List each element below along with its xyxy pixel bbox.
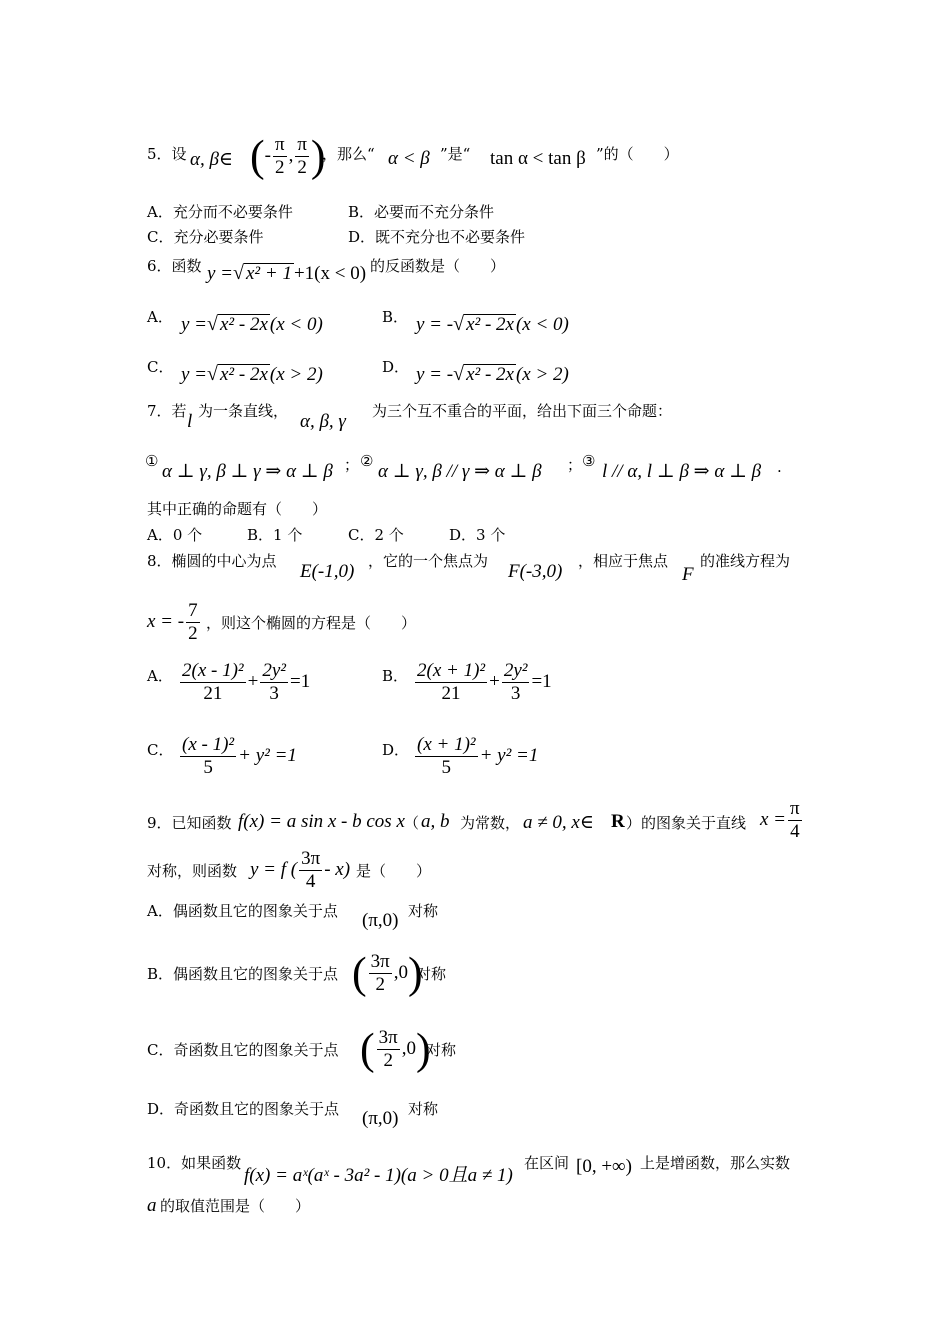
q7-claim-2: α ⊥ γ, β // γ ⇒ α ⊥ β [378,461,542,482]
q8-focus: F(-3,0) [508,561,563,582]
q5-condition-1: α < β [388,148,430,169]
q6-function: y =√ x² + 1 +1(x < 0) [207,262,367,284]
q7-option-c: C．2 个 [348,526,404,544]
q8-F: F [682,564,694,585]
q5-number: 5．设 [147,145,187,163]
q9-text-2: 为常数， [460,814,521,832]
q9-text-4: 对称，则函数 [147,862,238,880]
q6-option-c: y =√ x² - 2x (x > 2) [181,363,323,385]
q10-number: 10．如果函数 [147,1154,242,1172]
q7-end: . [777,458,782,476]
q9-option-a-tail: 对称 [408,902,439,920]
q7-claim-1: α ⊥ γ, β ⊥ γ ⇒ α ⊥ β [162,461,333,482]
q8-option-d-label: D． [382,741,410,759]
q5-interval: (- $\frac{\pi}{2}$ , $\frac{\pi}{2}$ ) [250,131,326,181]
q9-option-d-point: (π,0) [362,1108,399,1129]
q6-option-a: y =√ x² - 2x (x < 0) [181,313,323,335]
q8-option-d: $\frac{\text{(x + 1)²}}{5}$ + y² =1 [417,734,539,778]
q8-option-c-label: C． [147,741,174,759]
q5-text-mid: ，那么“ [322,145,375,163]
q9-function: f(x) = a sin x - b cos x [238,811,405,832]
q9-option-b-tail: 对称 [416,965,447,983]
q8-directrix: x = - $\frac{7}{2}$ [147,600,198,644]
q6-option-c-label: C． [147,358,174,376]
q9-option-a-point: (π,0) [362,910,399,931]
q6-option-b-label: B． [382,308,409,326]
q6-number: 6．函数 [147,257,202,275]
q7-question: 其中正确的命题有（ ） [147,500,328,518]
q6-option-a-label: A． [147,308,173,326]
q7-option-a: A．0 个 [147,526,203,544]
q10-text-2: 上是增函数，那么实数 [640,1154,791,1172]
q7-number: 7．若 [147,402,187,420]
q10-interval: [0, +∞) [576,1156,632,1177]
q5-option-d: D．既不充分也不必要条件 [348,228,526,246]
q8-option-a-label: A． [147,667,173,685]
q9-option-c: C．奇函数且它的图象关于点 [147,1041,339,1059]
q7-claim-3: l // α, l ⊥ β ⇒ α ⊥ β [602,461,762,482]
q9-option-a: A．偶函数且它的图象关于点 [147,902,338,920]
q5-option-a: A．充分而不必要条件 [147,203,293,221]
q7-option-d: D．3 个 [449,526,506,544]
q9-condition: a ≠ 0, x∈ [523,812,594,833]
q9-option-b-point: ( $\frac{3\pi}{2}$ ,0) [352,948,423,998]
q9-real-set: R [611,811,625,832]
q9-option-c-tail: 对称 [426,1041,457,1059]
q8-text-2: ，相应于焦点 [578,552,669,570]
q7-separator-1: ； [344,456,360,474]
q7-line-l: l [187,411,193,432]
q7-text-1: 为一条直线， [198,402,289,420]
q6-tail: 的反函数是（ ） [370,257,506,275]
q10-text-3: 的取值范围是（ ） [160,1197,311,1215]
q9-g-function: y = f ( $\frac{3\pi}{4}$ - x) [250,848,351,892]
q9-text-3: ）的图象关于直线 [626,814,747,832]
q9-option-c-point: ( $\frac{3\pi}{2}$ ,0) [360,1024,431,1074]
q6-option-b: y = -√ x² - 2x (x < 0) [416,313,569,335]
q7-claim-1-mark: ① [145,452,159,470]
q5-text-mid2: ”是“ [440,145,471,163]
q8-option-b: $\frac{\text{2(x + 1)²}}{21}$ + $\frac{\text{2y²}}{3}$ =1 [417,660,552,704]
q8-option-c: $\frac{\text{(x - 1)²}}{5}$ + y² =1 [182,734,297,778]
q5-tail: ”的（ ） [596,145,679,163]
q10-text-1: 在区间 [524,1154,570,1172]
q8-text-3: 的准线方程为 [700,552,791,570]
q8-center: E(-1,0) [300,561,355,582]
q7-claim-2-mark: ② [360,452,374,470]
q6-option-d-label: D． [382,358,410,376]
q9-symmetry-line: x = $\frac{\pi}{4}$ [760,798,800,842]
q8-text-4: ，则这个椭圆的方程是（ ） [206,614,417,632]
q7-claim-3-mark: ③ [582,452,596,470]
q7-planes: α, β, γ [300,411,346,432]
q9-option-d: D．奇函数且它的图象关于点 [147,1100,340,1118]
q7-text-2: 为三个互不重合的平面，给出下面三个命题： [372,402,673,420]
q9-params: a, b [421,811,450,832]
q8-option-b-label: B． [382,667,409,685]
q9-option-d-tail: 对称 [408,1100,439,1118]
q10-variable-a: a [147,1195,157,1216]
q8-option-a: $\frac{\text{2(x - 1)²}}{21}$ + $\frac{\text{2y²}}{3}$ =1 [182,660,311,704]
q5-option-b: B．必要而不充分条件 [348,203,495,221]
q9-text-5: 是（ ） [356,862,432,880]
q7-option-b: B．1 个 [247,526,303,544]
q8-text-1: ，它的一个焦点为 [368,552,489,570]
q5-vars: α, β∈ [190,149,234,170]
q7-separator-2: ； [567,456,583,474]
q9-option-b: B．偶函数且它的图象关于点 [147,965,339,983]
q5-option-c: C．充分必要条件 [147,228,264,246]
q9-text-1: （ [404,814,420,832]
q10-function: f(x) = aˣ(aˣ - 3a² - 1)(a > 0且a ≠ 1) [244,1165,513,1186]
q6-option-d: y = -√ x² - 2x (x > 2) [416,363,569,385]
q8-number: 8．椭圆的中心为点 [147,552,277,570]
q9-number: 9．已知函数 [147,814,232,832]
q5-condition-2: tan α < tan β [490,148,586,169]
